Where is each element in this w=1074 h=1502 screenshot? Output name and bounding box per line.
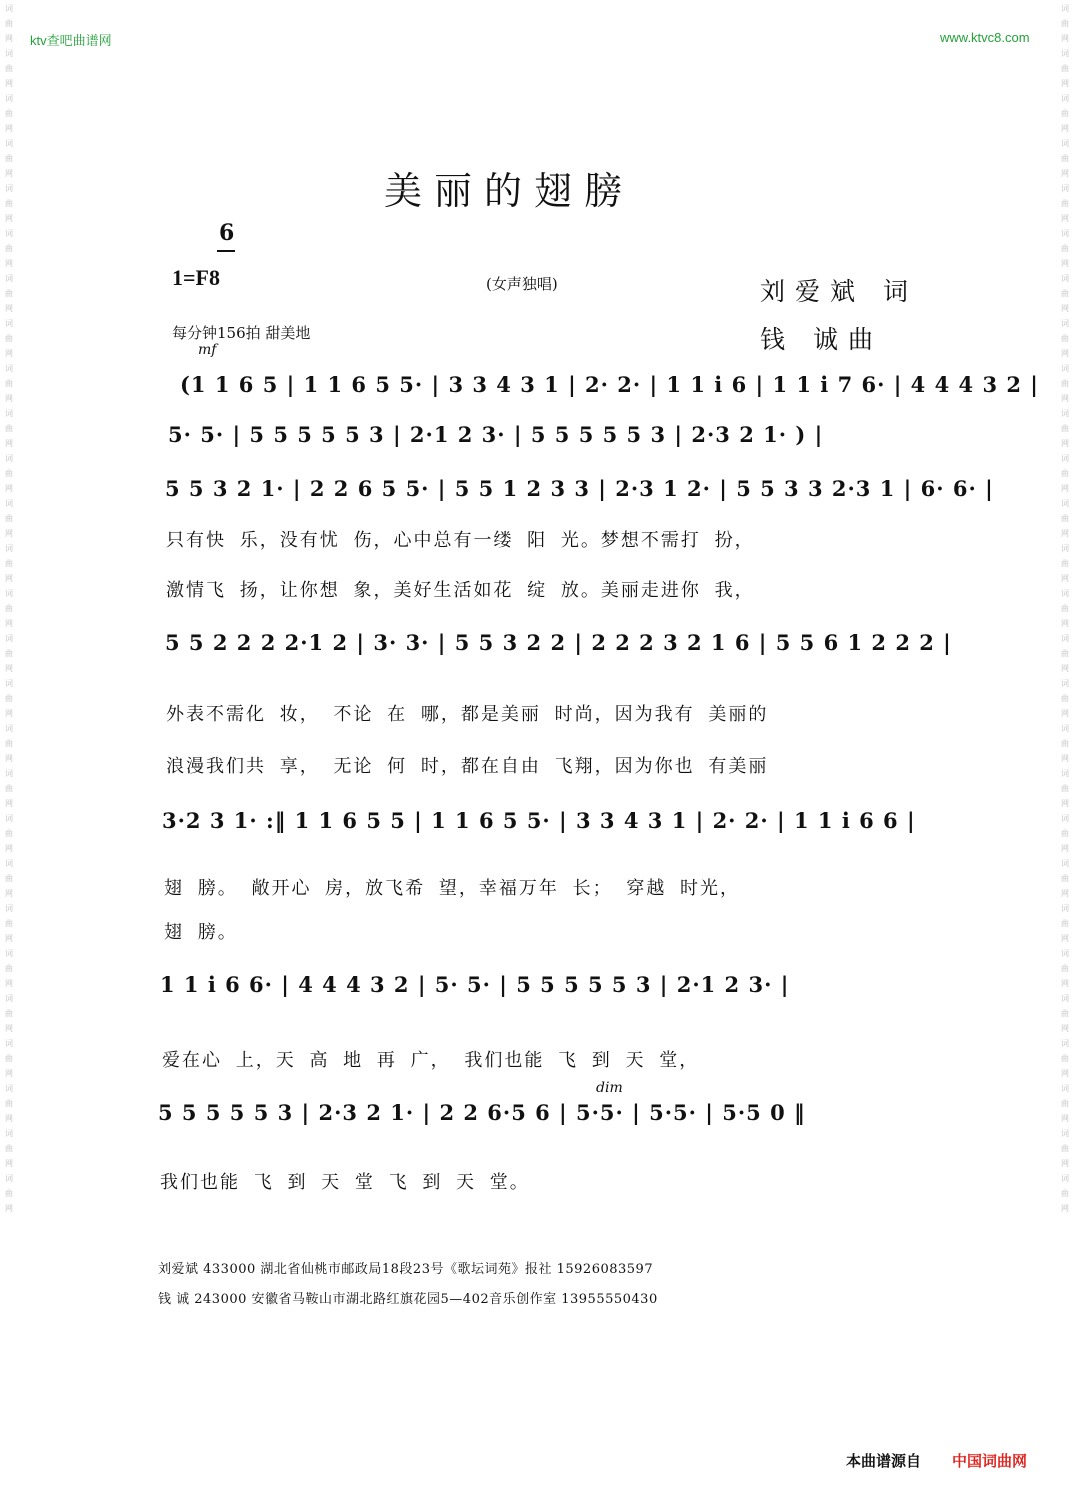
watermark-glyph: 词 (5, 274, 13, 283)
watermark-glyph: 词 (5, 49, 13, 58)
watermark-glyph: 词 (1061, 499, 1069, 508)
watermark-glyph: 词 (1061, 994, 1069, 1003)
watermark-glyph: 网 (5, 79, 13, 88)
system-7-lyric-1: 我们也能 飞 到 天 堂 飞 到 天 堂。 (160, 1172, 530, 1193)
system-6-notes: 1 1 i 6 6· | 4 4 4 3 2 | 5· 5· | 5 5 5 5 5 3 | 2·1 2 3· | (160, 972, 790, 997)
system-3-lyric-2: 激情飞 扬，让你想 象，美好生活如花 绽 放。美丽走进你 我， (166, 580, 755, 601)
watermark-glyph: 词 (5, 769, 13, 778)
watermark-glyph: 词 (5, 634, 13, 643)
watermark-glyph: 网 (1061, 394, 1069, 403)
watermark-glyph: 网 (5, 1114, 13, 1123)
footer-source-label: 本曲谱源自 (846, 1452, 922, 1470)
watermark-glyph: 曲 (1061, 874, 1069, 883)
watermark-glyph: 网 (1061, 844, 1069, 853)
system-4-lyric-2: 浪漫我们共 享， 无论 何 时，都在自由 飞翔，因为你也 有美丽 (166, 756, 769, 777)
watermark-glyph: 词 (5, 1084, 13, 1093)
watermark-glyph: 词 (5, 544, 13, 553)
watermark-glyph: 曲 (5, 1009, 13, 1018)
watermark-glyph: 网 (5, 124, 13, 133)
watermark-glyph: 曲 (1061, 64, 1069, 73)
watermark-glyph: 曲 (1061, 379, 1069, 388)
watermark-glyph: 词 (1061, 634, 1069, 643)
watermark-glyph: 网 (1061, 529, 1069, 538)
tempo-marking: 每分钟156拍 甜美地 (172, 324, 311, 342)
watermark-glyph: 曲 (1061, 694, 1069, 703)
watermark-glyph: 曲 (5, 1144, 13, 1153)
key-signature: 1=F8 (172, 265, 220, 290)
watermark-glyph: 词 (1061, 364, 1069, 373)
watermark-glyph: 网 (5, 529, 13, 538)
watermark-glyph: 网 (5, 709, 13, 718)
watermark-glyph: 网 (5, 214, 13, 223)
system-1-notes: (1 1 6 5 | 1 1 6 5 5· | 3 3 4 3 1 | 2· 2· | 1 1 i 6 | 1 1 i 7 6· | 4 4 4 3 2 | (180, 372, 1039, 397)
watermark-glyph: 词 (1061, 1039, 1069, 1048)
watermark-glyph: 网 (1061, 439, 1069, 448)
watermark-glyph: 网 (1061, 979, 1069, 988)
watermark-glyph: 曲 (1061, 514, 1069, 523)
system-5-lyric-2: 翅 膀。 (164, 922, 238, 943)
watermark-glyph: 网 (5, 304, 13, 313)
watermark-glyph: 词 (5, 994, 13, 1003)
watermark-glyph: 词 (5, 1174, 13, 1183)
performance-note: (女声独唱) (486, 275, 558, 293)
watermark-glyph: 曲 (5, 64, 13, 73)
watermark-glyph: 网 (5, 799, 13, 808)
watermark-glyph: 词 (5, 94, 13, 103)
watermark-glyph: 网 (5, 619, 13, 628)
watermark-glyph: 曲 (1061, 424, 1069, 433)
watermark-glyph: 词 (1061, 904, 1069, 913)
watermark-glyph: 曲 (5, 1189, 13, 1198)
watermark-glyph: 曲 (5, 334, 13, 343)
watermark-glyph: 词 (1061, 1174, 1069, 1183)
watermark-glyph: 曲 (1061, 1054, 1069, 1063)
watermark-glyph: 词 (5, 679, 13, 688)
watermark-glyph: 网 (1061, 1069, 1069, 1078)
right-watermark-strip (1058, 0, 1072, 1502)
watermark-glyph: 词 (5, 814, 13, 823)
watermark-glyph: 曲 (5, 964, 13, 973)
watermark-glyph: 曲 (1061, 19, 1069, 28)
watermark-glyph: 曲 (5, 199, 13, 208)
dynamic-dim: dim (596, 1080, 623, 1096)
contact-lyricist: 刘爱斌 433000 湖北省仙桃市邮政局18段23号《歌坛词苑》报社 15926083597 (158, 1262, 654, 1277)
watermark-glyph: 曲 (1061, 1099, 1069, 1108)
watermark-glyph: 曲 (1061, 334, 1069, 343)
watermark-glyph: 词 (1061, 409, 1069, 418)
watermark-glyph: 词 (1061, 544, 1069, 553)
header-left-link[interactable]: ktv查吧曲谱网 (30, 33, 112, 48)
lyricist-credit: 刘爱斌 词 (760, 277, 918, 306)
watermark-glyph: 词 (5, 1039, 13, 1048)
watermark-glyph: 词 (5, 454, 13, 463)
watermark-glyph: 曲 (5, 784, 13, 793)
watermark-glyph: 曲 (1061, 964, 1069, 973)
watermark-glyph: 曲 (1061, 199, 1069, 208)
watermark-glyph: 词 (5, 904, 13, 913)
watermark-glyph: 曲 (5, 694, 13, 703)
watermark-glyph: 曲 (5, 604, 13, 613)
header-right-link[interactable]: www.ktvc8.com (940, 30, 1030, 45)
system-5-lyric-1: 翅 膀。 敞开心 房，放飞希 望，幸福万年 长； 穿越 时光， (164, 878, 741, 899)
watermark-glyph: 网 (5, 394, 13, 403)
watermark-glyph: 网 (5, 439, 13, 448)
watermark-glyph: 曲 (5, 829, 13, 838)
watermark-glyph: 网 (5, 664, 13, 673)
watermark-glyph: 词 (1061, 4, 1069, 13)
watermark-glyph: 网 (1061, 1024, 1069, 1033)
watermark-glyph: 曲 (1061, 469, 1069, 478)
watermark-glyph: 网 (1061, 484, 1069, 493)
watermark-glyph: 网 (5, 934, 13, 943)
watermark-glyph: 曲 (1061, 1189, 1069, 1198)
watermark-glyph: 曲 (1061, 244, 1069, 253)
watermark-glyph: 曲 (5, 559, 13, 568)
watermark-glyph: 网 (5, 754, 13, 763)
watermark-glyph: 词 (5, 499, 13, 508)
watermark-glyph: 曲 (1061, 829, 1069, 838)
watermark-glyph: 词 (1061, 229, 1069, 238)
watermark-glyph: 网 (1061, 1159, 1069, 1168)
system-2-notes: 5· 5· | 5 5 5 5 5 3 | 2·1 2 3· | 5 5 5 5 5 3 | 2·3 2 1· ) | (168, 422, 824, 447)
watermark-glyph: 网 (1061, 574, 1069, 583)
watermark-glyph: 曲 (1061, 739, 1069, 748)
watermark-glyph: 网 (5, 169, 13, 178)
watermark-glyph: 词 (1061, 589, 1069, 598)
watermark-glyph: 词 (5, 589, 13, 598)
watermark-glyph: 曲 (5, 1099, 13, 1108)
watermark-glyph: 网 (5, 574, 13, 583)
watermark-glyph: 词 (5, 949, 13, 958)
watermark-glyph: 词 (1061, 859, 1069, 868)
watermark-glyph: 曲 (1061, 604, 1069, 613)
watermark-glyph: 网 (1061, 1114, 1069, 1123)
watermark-glyph: 词 (1061, 1129, 1069, 1138)
watermark-glyph: 网 (5, 1204, 13, 1213)
watermark-glyph: 词 (1061, 274, 1069, 283)
watermark-glyph: 词 (5, 229, 13, 238)
watermark-glyph: 曲 (5, 379, 13, 388)
dynamic-mf: mf (198, 342, 217, 358)
watermark-glyph: 网 (1061, 754, 1069, 763)
watermark-glyph: 词 (1061, 769, 1069, 778)
watermark-glyph: 网 (1061, 1204, 1069, 1213)
watermark-glyph: 曲 (5, 874, 13, 883)
watermark-glyph: 词 (1061, 1084, 1069, 1093)
watermark-glyph: 词 (5, 319, 13, 328)
watermark-glyph: 曲 (5, 469, 13, 478)
watermark-glyph: 网 (5, 349, 13, 358)
watermark-glyph: 曲 (5, 19, 13, 28)
watermark-glyph: 曲 (5, 109, 13, 118)
watermark-glyph: 曲 (5, 514, 13, 523)
watermark-glyph: 网 (5, 34, 13, 43)
watermark-glyph: 网 (5, 259, 13, 268)
watermark-glyph: 词 (1061, 94, 1069, 103)
watermark-glyph: 网 (1061, 349, 1069, 358)
watermark-glyph: 网 (1061, 619, 1069, 628)
watermark-glyph: 曲 (1061, 109, 1069, 118)
watermark-glyph: 词 (5, 184, 13, 193)
beat-numerator: 6 (219, 220, 235, 246)
system-4-notes: 5 5 2 2 2 2·1 2 | 3· 3· | 5 5 3 2 2 | 2 2 2 3 2 1 6 | 5 5 6 1 2 2 2 | (165, 630, 952, 655)
watermark-glyph: 曲 (1061, 154, 1069, 163)
watermark-glyph: 词 (1061, 184, 1069, 193)
watermark-glyph: 词 (5, 859, 13, 868)
watermark-glyph: 曲 (5, 919, 13, 928)
watermark-glyph: 网 (5, 1069, 13, 1078)
watermark-glyph: 网 (1061, 34, 1069, 43)
watermark-glyph: 词 (5, 139, 13, 148)
watermark-glyph: 曲 (5, 1054, 13, 1063)
watermark-glyph: 网 (1061, 934, 1069, 943)
watermark-glyph: 网 (5, 484, 13, 493)
watermark-glyph: 曲 (1061, 289, 1069, 298)
watermark-glyph: 词 (1061, 679, 1069, 688)
watermark-glyph: 曲 (1061, 784, 1069, 793)
composer-credit: 钱 诚曲 (760, 325, 883, 354)
watermark-glyph: 曲 (1061, 1009, 1069, 1018)
watermark-glyph: 词 (1061, 724, 1069, 733)
system-7-notes: 5 5 5 5 5 3 | 2·3 2 1· | 2 2 6·5 6 | 5·5· | 5·5· | 5·5 0 ‖ (158, 1100, 806, 1125)
beat-fraction-bar (217, 250, 235, 252)
watermark-glyph: 网 (1061, 169, 1069, 178)
watermark-glyph: 网 (5, 1159, 13, 1168)
system-3-lyric-1: 只有快 乐，没有忧 伤，心中总有一缕 阳 光。梦想不需打 扮， (166, 530, 755, 551)
system-3-notes: 5 5 3 2 1· | 2 2 6 5 5· | 5 5 1 2 3 3 | 2·3 1 2· | 5 5 3 3 2·3 1 | 6· 6· | (165, 476, 994, 501)
footer-source-link[interactable]: 中国词曲网 (952, 1452, 1028, 1470)
watermark-glyph: 曲 (1061, 559, 1069, 568)
watermark-glyph: 词 (1061, 49, 1069, 58)
system-6-lyric-1: 爱在心 上，天 高 地 再 广， 我们也能 飞 到 天 堂， (162, 1050, 700, 1071)
watermark-glyph: 网 (1061, 709, 1069, 718)
watermark-glyph: 词 (5, 724, 13, 733)
watermark-glyph: 词 (1061, 814, 1069, 823)
watermark-glyph: 网 (5, 889, 13, 898)
watermark-glyph: 词 (1061, 949, 1069, 958)
watermark-glyph: 曲 (1061, 1144, 1069, 1153)
watermark-glyph: 曲 (5, 154, 13, 163)
watermark-glyph: 词 (5, 1129, 13, 1138)
watermark-glyph: 曲 (1061, 919, 1069, 928)
watermark-glyph: 网 (1061, 799, 1069, 808)
watermark-glyph: 曲 (5, 649, 13, 658)
watermark-glyph: 词 (1061, 139, 1069, 148)
watermark-glyph: 词 (1061, 454, 1069, 463)
watermark-glyph: 网 (1061, 259, 1069, 268)
song-title: 美丽的翅膀 (384, 169, 635, 213)
watermark-glyph: 网 (5, 979, 13, 988)
watermark-glyph: 曲 (5, 289, 13, 298)
watermark-glyph: 曲 (5, 424, 13, 433)
contact-composer: 钱 诚 243000 安徽省马鞍山市湖北路红旗花园5—402音乐创作室 13955550430 (158, 1292, 658, 1307)
watermark-glyph: 网 (1061, 214, 1069, 223)
watermark-glyph: 词 (5, 4, 13, 13)
watermark-glyph: 词 (1061, 319, 1069, 328)
system-5-notes: 3·2 3 1· :‖ 1 1 6 5 5 | 1 1 6 5 5· | 3 3 4 3 1 | 2· 2· | 1 1 i 6 6 | (162, 808, 916, 833)
watermark-glyph: 曲 (5, 739, 13, 748)
watermark-glyph: 词 (5, 409, 13, 418)
system-4-lyric-1: 外表不需化 妆， 不论 在 哪，都是美丽 时尚，因为我有 美丽的 (166, 704, 769, 725)
left-watermark-strip (2, 0, 16, 1502)
watermark-glyph: 网 (1061, 664, 1069, 673)
watermark-glyph: 词 (5, 364, 13, 373)
watermark-glyph: 网 (1061, 79, 1069, 88)
watermark-glyph: 网 (5, 1024, 13, 1033)
watermark-glyph: 网 (5, 844, 13, 853)
watermark-glyph: 网 (1061, 124, 1069, 133)
watermark-glyph: 曲 (1061, 649, 1069, 658)
watermark-glyph: 网 (1061, 889, 1069, 898)
watermark-glyph: 网 (1061, 304, 1069, 313)
watermark-glyph: 曲 (5, 244, 13, 253)
